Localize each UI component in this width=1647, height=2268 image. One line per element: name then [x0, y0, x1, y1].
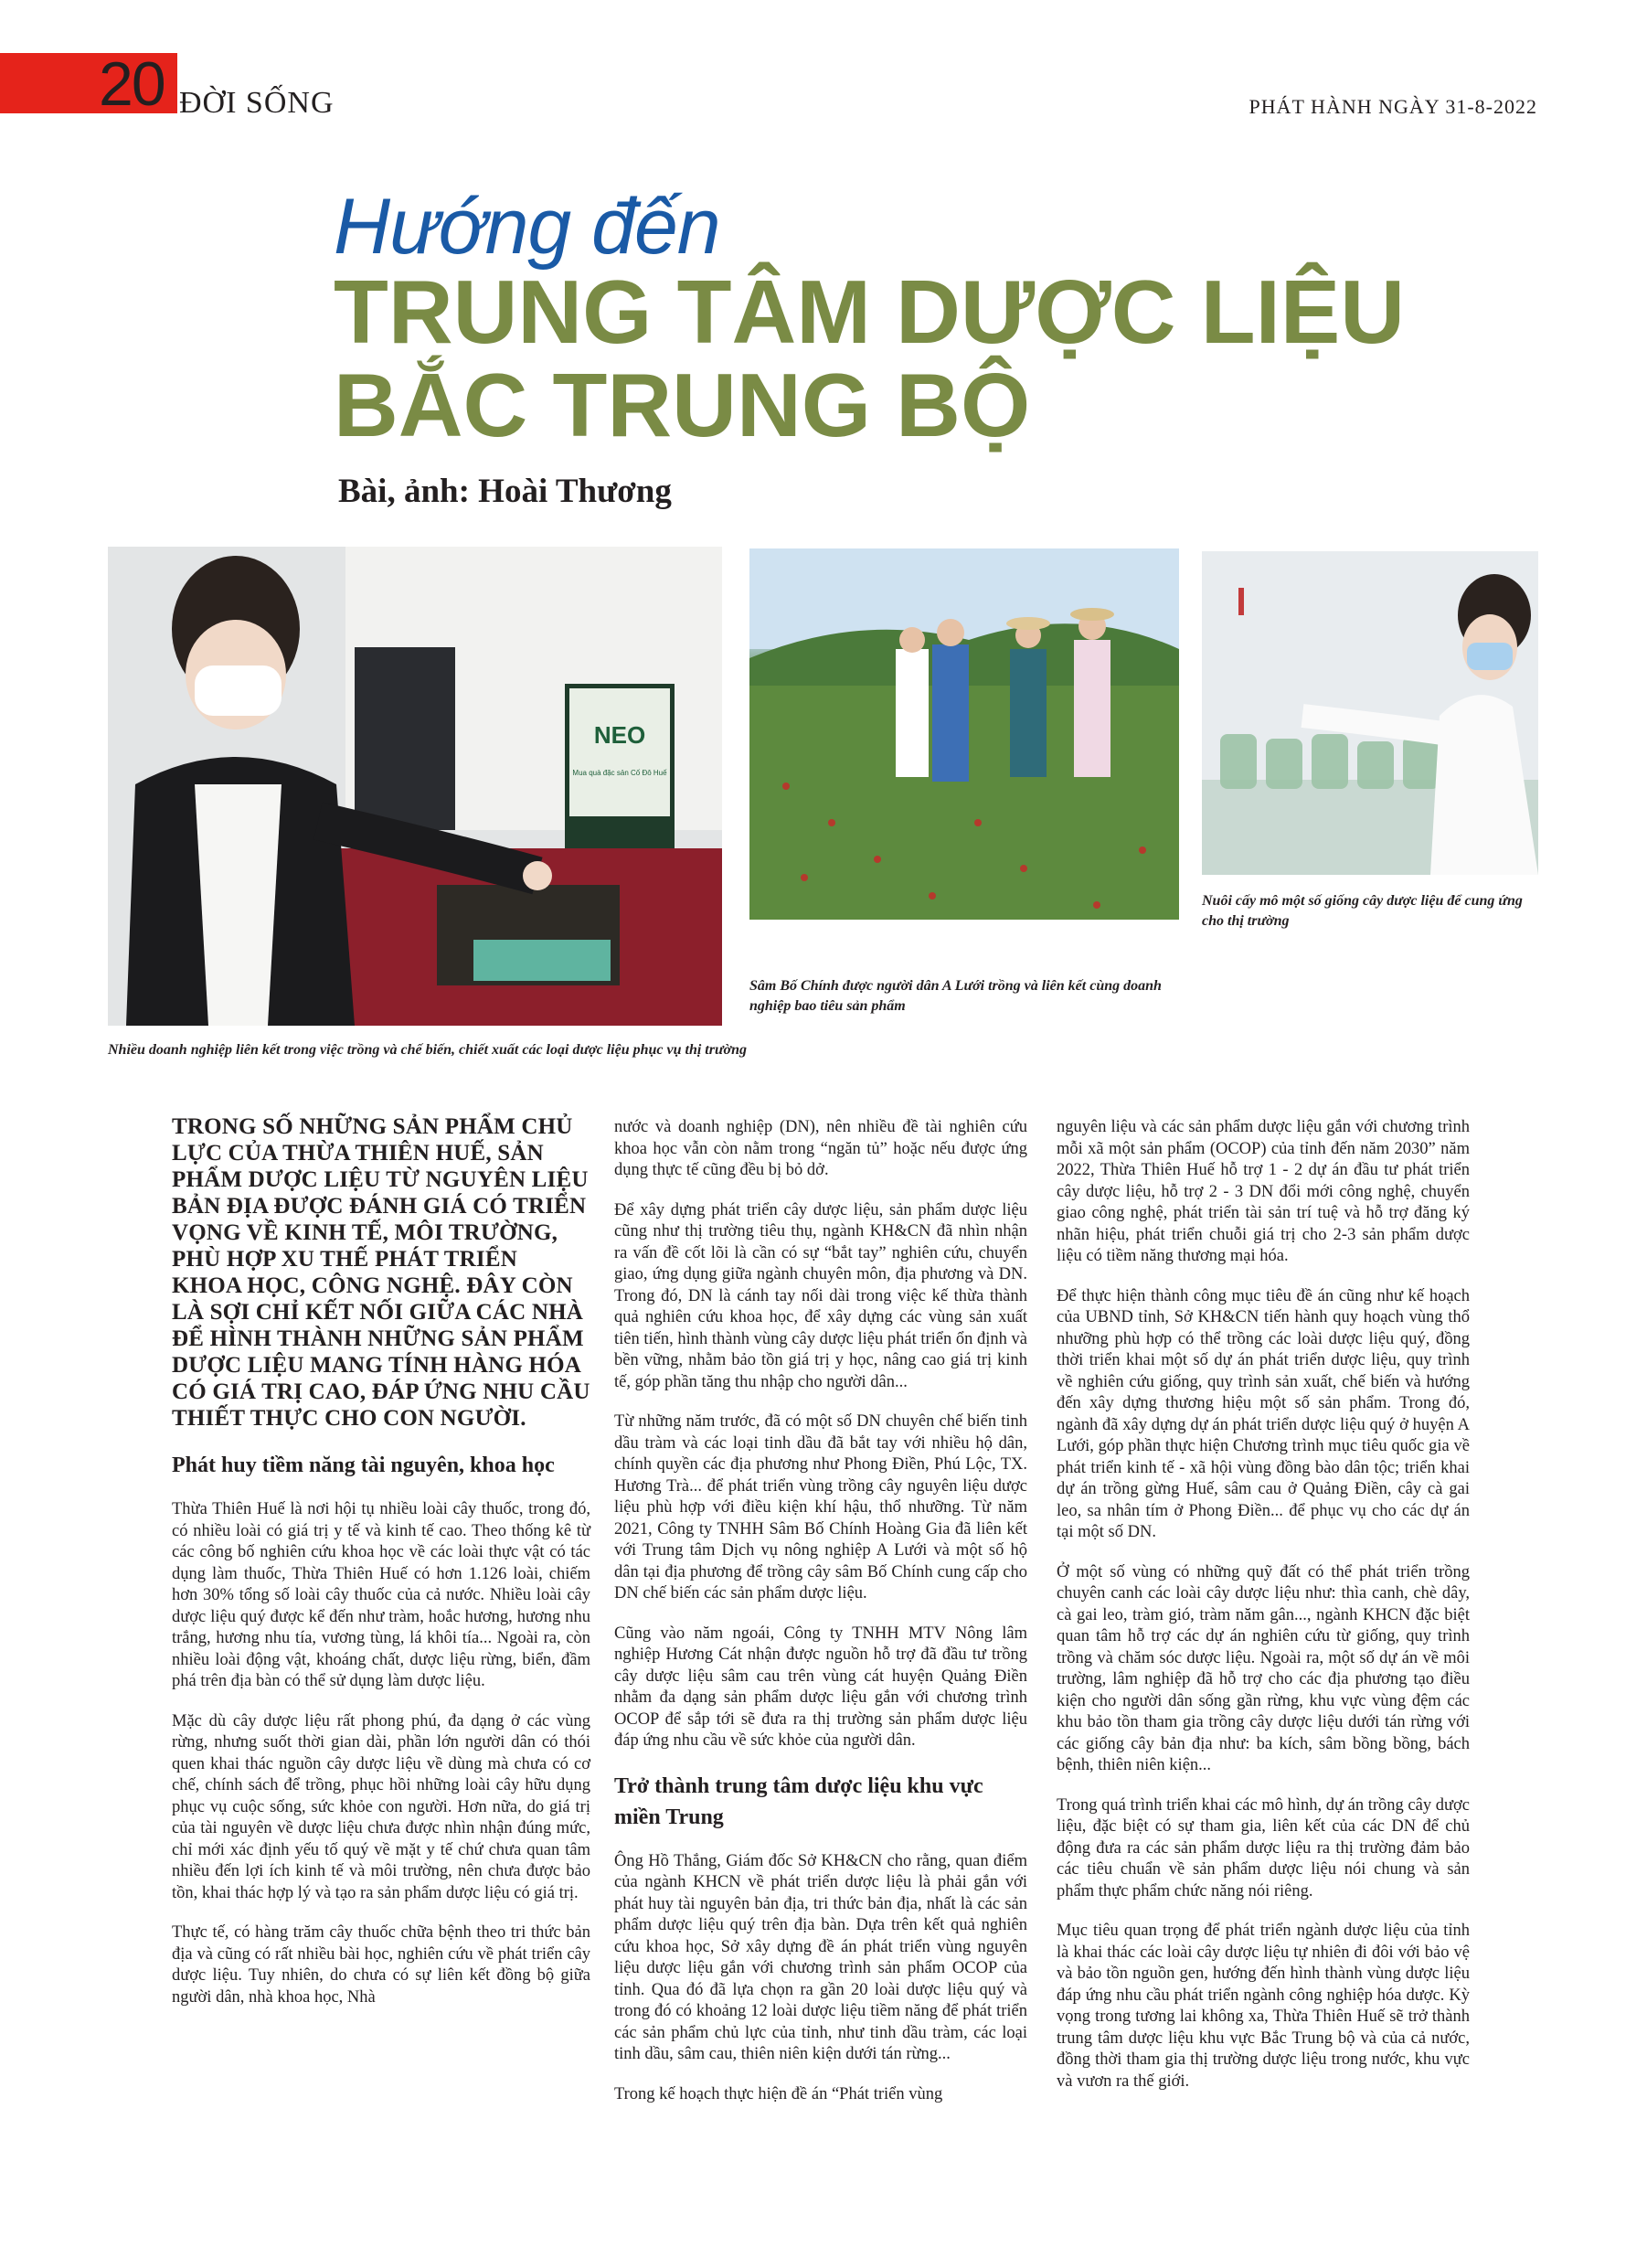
byline: Bài, ảnh: Hoài Thương [338, 473, 672, 510]
article-column-3 [1057, 1117, 1470, 2111]
paragraph: Thừa Thiên Huế là nơi hội tụ nhiều loài cây thuốc, trong đó, có nhiều loài có giá trị y tế và kinh tế cao. Theo thống kê từ các công bố nghiên cứu khoa học về các loài thực vật có tác dụng làm thuốc, Thừa Thiên Huế có hơn 1.126 loài, chiếm hơn 30% tổng số loài cây thuốc của cả nước. Nhiều loài cây dược liệu quý được kể đến như tràm, hoắc hương, hương nhu trắng, hương nhu tía, vương tùng, lá khôi tía... Ngoài ra, còn nhiều loài động vật, khoáng chất, dược liệu rừng, biển, đầm phá trên địa bàn có thể sử dụng làm dược liệu. [172, 1500, 590, 1690]
article-column-2 [614, 1117, 1027, 2124]
paragraph: Mặc dù cây dược liệu rất phong phú, đa dạng ở các vùng rừng, nhưng suốt thời gian dài, phần lớn người dân có thói quen khai thác nguồn cây dược liệu về dùng mà chưa có cơ chế, chính sách để trồng, phục hồi những loài cây hữu dụng phục vụ cuộc sống, sức khỏe con người. Hơn nữa, do giá trị của tài nguyên về dược liệu chưa được nhìn nhận đúng mức, chỉ mới xác định yếu tố quý về mặt y tế chứ chưa quan tâm nhiều đến lợi ích kinh tế và môi trường, nên chưa được bảo tồn, khai thác hợp lý và tạo ra sản phẩm dược liệu có giá trị. [172, 1711, 590, 1902]
paragraph: Để thực hiện thành công mục tiêu đề án cũng như kế hoạch của UBND tỉnh, Sở KH&CN tiến hành quy hoạch vùng thổ nhưỡng phù hợp có thể trồng các loài dược liệu quý, đồng thời triển khai một số dự án phát triển dược liệu, quy trình về nghiên cứu giống, quy trình sản xuất, chế biến và hướng đến xây dựng thương hiệu một số sản phẩm. Trong đó, ngành đã xây dựng dự án phát triển dược liệu quý ở huyện A Lưới, góp phần thực hiện Chương trình mục tiêu quốc gia về phát triển kinh tế - xã hội vùng đồng bào dân tộc; triển khai dự án trồng gừng Huế, sâm cau ở Quảng Điền, cây cà gai leo, sa nhân tím ở Phong Điền... để phục vụ cho các dự án tại một số DN. [1057, 1286, 1470, 1541]
photo-product-display [108, 547, 722, 1026]
paragraph: Mục tiêu quan trọng để phát triển ngành dược liệu của tỉnh là khai thác các loài cây dược liệu tự nhiên đi đôi với bảo vệ và bảo tồn nguồn gen, hướng đến hình thành vùng dược liệu đáp ứng nhu cầu phát triển ngành công nghiệp hóa dược. Kỳ vọng trong tương lai không xa, Thừa Thiên Huế sẽ trở thành trung tâm dược liệu khu vực Bắc Trung bộ và của cả nước, đồng thời tham gia thị trường dược liệu trong nước, khu vực và vươn ra thế giới. [1057, 1922, 1470, 2091]
paragraph: Ông Hồ Thắng, Giám đốc Sở KH&CN cho rằng, quan điểm của ngành KHCN về phát triển dược liệu là phải gắn với phát huy tài nguyên bản địa, tri thức bản địa, nhất là các sản phẩm dược liệu quý trên địa bàn. Dựa trên kết quả nghiên cứu khoa học, Sở xây dựng đề án phát triển vùng nguyên liệu dược liệu gắn với chương trình sản phẩm OCOP của tỉnh. Qua đó đã lựa chọn ra gần 20 loài dược liệu quý và trong đó có khoảng 12 loài dược liệu tiềm năng để phát triển các sản phẩm chủ lực của tỉnh, như tinh dầu tràm, các loại tinh dầu, sâm cau, thiên niên kiện dưới tán rừng... [614, 1851, 1027, 2063]
photo-product-display-image [108, 547, 722, 1026]
caption-photo-2: Sâm Bố Chính được người dân A Lưới trồng và liên kết cùng doanh nghiệp bao tiêu sản phẩm [749, 978, 1162, 1014]
article-headline [334, 261, 1406, 455]
headline-line-2: BẮC TRUNG BỘ [334, 355, 1031, 455]
subheading-1: Phát huy tiềm năng tài nguyên, khoa học [172, 1453, 555, 1477]
article-column-1 [172, 1113, 590, 2027]
page-number: 20 [99, 49, 165, 119]
section-title: ĐỜI SỐNG [179, 86, 335, 120]
photo-tissue-culture-lab [1202, 551, 1538, 875]
paragraph: Ở một số vùng có những quỹ đất có thể phát triển trồng chuyên canh các loài cây dược liệu như: thìa canh, chè dây, cà gai leo, tràm gió, tràm năm gân..., ngành KHCN đặc biệt quan tâm hỗ trợ các dự án nghiên cứu từ giống, quy trình trồng và chăm sóc dược liệu. Ngoài ra, một số dự án về môi trường, lâm nghiệp đã hỗ trợ cho các địa phương tạo điều kiện cho người dân sống gần rừng, khu vực vùng đệm các khu bảo tồn tham gia trồng cây dược liệu dưới tán rừng với các giống cây bản địa như: ba kích, sâm bồng bồng, bách bệnh, thiên niên kiện... [1057, 1562, 1470, 1774]
caption-photo-3: Nuôi cấy mô một số giống cây dược liệu để cung ứng cho thị trường [1202, 893, 1523, 929]
paragraph: Trong quá trình triển khai các mô hình, dự án trồng cây dược liệu, đặc biệt có sự tham gia, liên kết của các DN để chủ động đưa ra các sản phẩm dược liệu ra thị trường đảm bảo các tiêu chuẩn về sản phẩm dược liệu nói chung và sản phẩm thực phẩm chức năng nói riêng. [1057, 1795, 1470, 1901]
article-lede: TRONG SỐ NHỮNG SẢN PHẨM CHỦ LỰC CỦA THỪA THIÊN HUẾ, SẢN PHẨM DƯỢC LIỆU TỪ NGUYÊN LIỆU BẢN ĐỊA ĐƯỢC ĐÁNH GIÁ CÓ TRIỂN VỌNG VỀ KINH TẾ, MÔI TRƯỜNG, PHÙ HỢP XU THẾ PHÁT TRIỂN KHOA HỌC, CÔNG NGHỆ. ĐÂY CÒN LÀ SỢI CHỈ KẾT NỐI GIỮA CÁC NHÀ ĐỂ HÌNH THÀNH NHỮNG SẢN PHẨM DƯỢC LIỆU MANG TÍNH HÀNG HÓA CÓ GIÁ TRỊ CAO, ĐÁP ỨNG NHU CẦU THIẾT THỰC CHO CON NGƯỜI. [172, 1114, 590, 1431]
product-box-subtitle: Mua quà đặc sản Cố Đô Huế [572, 769, 667, 777]
subheading-2: Trở thành trung tâm dược liệu khu vực miền Trung [614, 1773, 983, 1829]
publish-date: PHÁT HÀNH NGÀY 31-8-2022 [1249, 95, 1537, 118]
photo-field-visit-image [749, 548, 1179, 920]
paragraph: Trong kế hoạch thực hiện đề án “Phát triển vùng [614, 2084, 943, 2103]
photo-field-visit [749, 548, 1179, 920]
caption-photo-1: Nhiều doanh nghiệp liên kết trong việc trồng và chế biến, chiết xuất các loại dược liệu phục vụ thị trường [108, 1042, 748, 1058]
paragraph: Cũng vào năm ngoái, Công ty TNHH MTV Nông lâm nghiệp Hương Cát nhận được nguồn hỗ trợ đã đầu tư trồng cây dược liệu sâm cau trên vùng cát huyện Quảng Điền nhằm đa dạng sản phẩm dược liệu gắn với chương trình OCOP để sắp tới sẽ đưa ra thị trường sản phẩm dược liệu đáp ứng nhu cầu về sức khỏe của người dân. [614, 1624, 1027, 1750]
paragraph: nước và doanh nghiệp (DN), nên nhiều đề tài nghiên cứu khoa học vẫn còn nằm trong “ngăn tủ” hoặc nếu được ứng dụng thực tế cũng đều bị bỏ dở. [614, 1118, 1027, 1179]
product-box-brand: NEO [593, 721, 646, 749]
paragraph: Từ những năm trước, đã có một số DN chuyên chế biến tinh dầu tràm và các loại tinh dầu đã bắt tay với nhiều hộ dân, chính quyền các địa phương như Phong Điền, Phú Lộc, TX. Hương Trà... để phát triển vùng trồng cây nguyên liệu dược liệu phù hợp với điều kiện khí hậu, thổ nhưỡng. Từ năm 2021, Công ty TNHH Sâm Bố Chính Hoàng Gia đã liên kết với Trung tâm Dịch vụ nông nghiệp A Lưới và một số hộ dân tại địa phương để trồng cây sâm Bố Chính cung cấp cho DN chế biến các sản phẩm dược liệu. [614, 1412, 1027, 1603]
photo-lab-image [1202, 551, 1538, 875]
paragraph: nguyên liệu và các sản phẩm dược liệu gắn với chương trình mỗi xã một sản phẩm (OCOP) của tỉnh đến năm 2030” năm 2022, Thừa Thiên Huế hỗ trợ 1 - 2 dự án đầu tư phát triển cây dược liệu, hỗ trợ 2 - 3 DN đổi mới công nghệ, chuyển giao công nghệ, phát triển tài sản trí tuệ và hỗ trợ đăng ký nhãn hiệu, phát triển chuỗi giá trị cho 2-3 sản phẩm dược liệu có tiềm năng thương mại hóa. [1057, 1118, 1470, 1265]
headline-line-1: TRUNG TÂM DƯỢC LIỆU [334, 261, 1406, 362]
paragraph: Để xây dựng phát triển cây dược liệu, sản phẩm dược liệu cũng như thị trường tiêu thụ, ngành KH&CN đã nhìn nhận ra vấn đề cốt lõi là cần có sự “bắt tay” nghiên cứu, chuyển giao, ứng dụng giữa ngành chuyên môn, địa phương và DN. Trong đó, DN là cánh tay nối dài trong việc kế thừa thành quả nghiên cứu khoa học, để xây dựng các vùng sản xuất tiên tiến, hình thành vùng cây dược liệu phát triển ổn định và bền vững, nhằm bảo tồn giá trị y học, nâng cao giá trị kinh tế, góp phần tăng thu nhập cho người dân... [614, 1200, 1027, 1391]
article-kicker: Hướng đến [334, 183, 720, 271]
paragraph: Thực tế, có hàng trăm cây thuốc chữa bệnh theo tri thức bản địa và cũng có rất nhiều bài học, nghiên cứu về phát triển cây dược liệu. Tuy nhiên, do chưa có sự liên kết đồng bộ giữa người dân, nhà khoa học, Nhà [172, 1923, 590, 2007]
